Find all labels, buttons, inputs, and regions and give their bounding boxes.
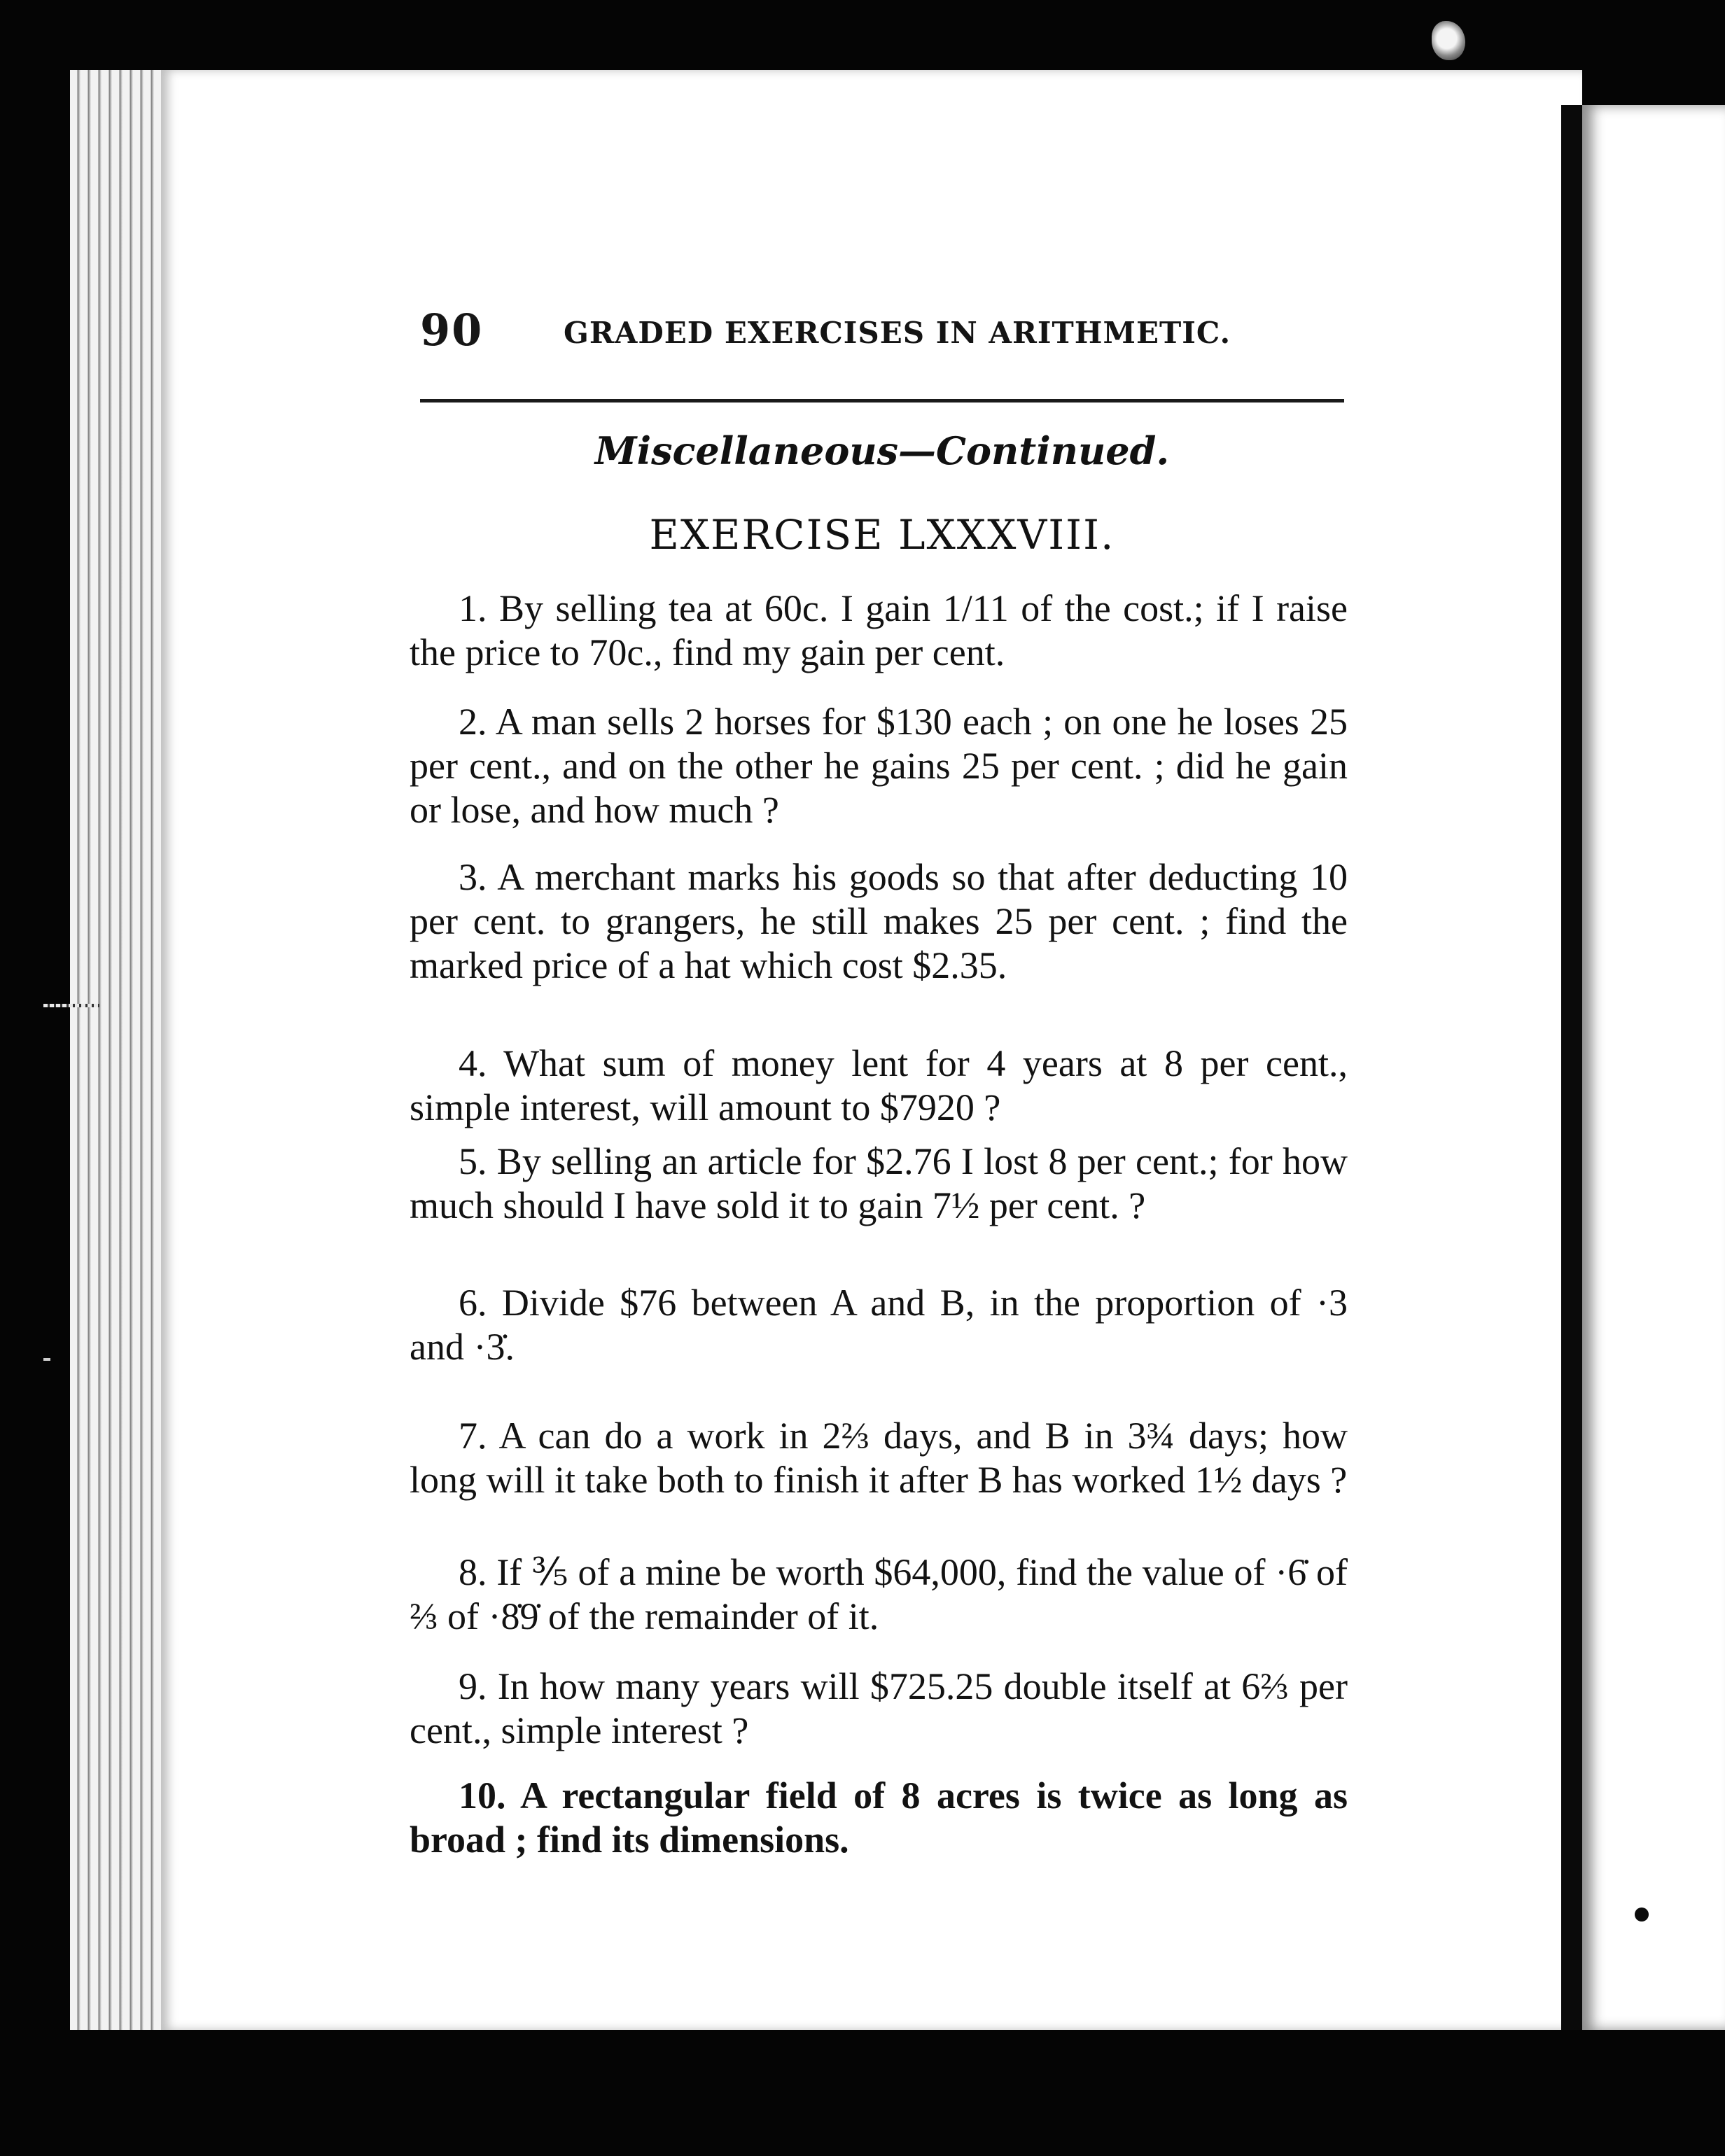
section-title: Miscellaneous—Continued. — [594, 428, 1170, 473]
ink-spot — [1635, 1907, 1649, 1921]
book-gutter — [1561, 105, 1582, 2030]
problem-number: 4. — [459, 1042, 487, 1084]
problem-text: What sum of money lent for 4 years at 8 per cent., simple interest, will amount to $7920 ? — [410, 1042, 1348, 1128]
problem-10 — [410, 1774, 1348, 1862]
problem-text: In how many years will $725.25 double itself at 6⅔ per cent., simple interest ? — [410, 1665, 1348, 1751]
scan-blemish — [1432, 21, 1465, 60]
problem-number: 3. — [459, 856, 487, 898]
problem-7 — [410, 1414, 1348, 1502]
exercise-title: EXERCISE LXXXVIII. — [649, 511, 1115, 559]
problem-number: 2. — [459, 701, 487, 743]
problem-number: 5. — [459, 1140, 487, 1182]
problem-number: 8. — [459, 1551, 487, 1593]
problem-6 — [410, 1281, 1348, 1369]
problem-text: A merchant marks his goods so that after deducting 10 per cent. to grangers, he still makes 25 per cent. ; find the marked price of a hat which cost $2.35. — [410, 856, 1348, 986]
problem-1 — [410, 587, 1348, 675]
facing-page — [1582, 105, 1725, 2030]
problem-number: 9. — [459, 1665, 487, 1707]
problem-4 — [410, 1042, 1348, 1130]
running-head: GRADED EXERCISES IN ARITHMETIC. — [564, 316, 1231, 350]
problem-text: A rectangular field of 8 acres is twice as long as broad ; find its dimensions. — [410, 1774, 1348, 1861]
problem-number: 1. — [459, 587, 487, 629]
problem-number: 7. — [459, 1415, 487, 1457]
problem-text: If ⅗ of a mine be worth $64,000, find the value of ·6̇ of ⅔ of ·8̇9̇ of the remainder of it. — [410, 1551, 1348, 1637]
problem-2 — [410, 700, 1348, 832]
problem-text: A man sells 2 horses for $130 each ; on one he loses 25 per cent., and on the other he gains 25 per cent. ; did he gain or lose, and how much ? — [410, 701, 1348, 831]
header-rule — [420, 399, 1344, 402]
problem-number: 6. — [459, 1282, 487, 1324]
problem-text: By selling an article for $2.76 I lost 8 per cent.; for how much should I have sold it to gain 7½ per cent. ? — [410, 1140, 1348, 1226]
page-edge-tick — [43, 1004, 99, 1007]
problem-text: A can do a work in 2⅔ days, and B in 3¾ days; how long will it take both to finish it after B has worked 1½ days ? — [410, 1415, 1348, 1501]
page-number: 90 — [420, 304, 484, 356]
problem-text: By selling tea at 60c. I gain 1/11 of the cost.; if I raise the price to 70c., find my gain per cent. — [410, 587, 1348, 673]
page-edges — [70, 70, 168, 2030]
problem-5 — [410, 1140, 1348, 1228]
page-header — [420, 304, 1343, 354]
problem-8 — [410, 1550, 1348, 1639]
problem-9 — [410, 1665, 1348, 1753]
problem-3 — [410, 855, 1348, 988]
problem-number: 10. — [459, 1774, 506, 1816]
problem-text: Divide $76 between A and B, in the proportion of ·3 and ·3̇. — [410, 1282, 1348, 1368]
page-edge-tick — [43, 1358, 50, 1361]
